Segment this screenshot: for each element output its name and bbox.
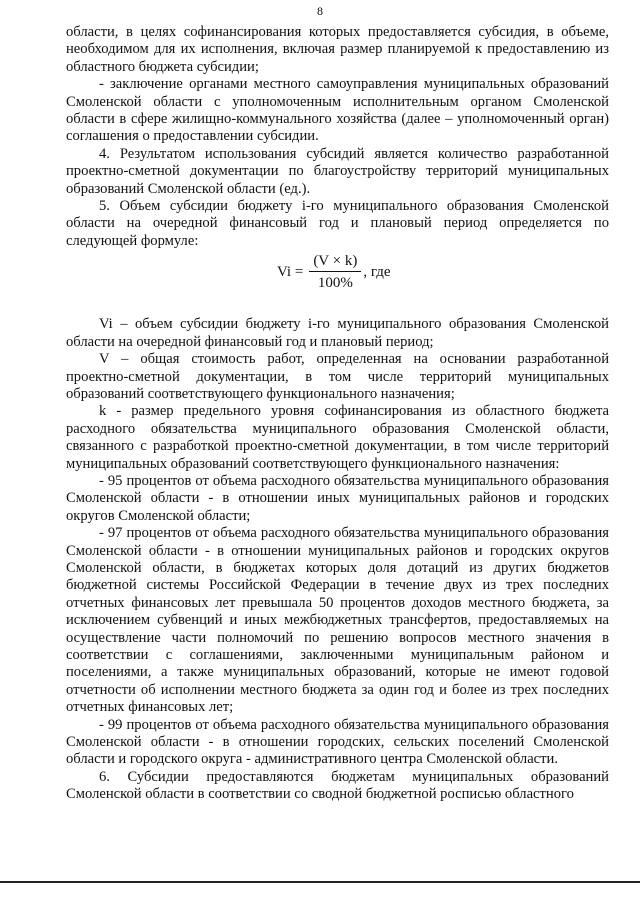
paragraphs-bottom: [66, 316, 609, 803]
paragraph: области, в целях софинансирования которых предоставляется субсидия, в объеме, необходимом для их исполнения, включая размер планируемой к предоставлению из областного бюджета субсидии;: [66, 24, 609, 75]
formula-fraction: [309, 252, 361, 292]
formula-numerator: (V × k): [313, 253, 358, 270]
paragraph: - 97 процентов от объема расходного обязательства муниципального образования Смоленской области - в отношении муниципальных районов и городских округов Смоленской области, в бюджетах которых доля дотаций из других бюджетов бюджетной системы Российской Федерации в течение двух из трех последних отчетных финансовых лет превышала 50 процентов доходов местного бюджета, за исключением субвенций и иных межбюджетных трансфертов, предоставляемых на осуществление части полномочий по решению вопросов местного значения в соответствии с соглашениями, заключенными муниципальным районом и поселениями, а также муниципальных образований, которые не имеют годовой отчетности об исполнении местного бюджета за один год и более из трех последних отчетных финансовых лет;: [66, 525, 609, 716]
paragraph: - заключение органами местного самоуправления муниципальных образований Смоленской области с уполномоченным исполнительным органом Смоленской области в сфере жилищно-коммунального хозяйства (далее – уполномоченный орган) соглашения о предоставлении субсидии.: [66, 76, 609, 145]
paragraphs-top: [66, 24, 609, 250]
paragraph: - 99 процентов от объема расходного обязательства муниципального образования Смоленской области - в отношении городских, сельских поселений Смоленской области и городского округа - административного центра Смоленской области.: [66, 716, 609, 768]
subsidy-formula: [277, 252, 391, 292]
paragraph: 6. Субсидии предоставляются бюджетам муниципальных образований Смоленской области в соответствии со сводной бюджетной росписью областного: [66, 768, 609, 803]
formula-lhs: Vi =: [277, 263, 304, 280]
page-number: 8: [317, 4, 323, 18]
paragraph: k - размер предельного уровня софинансирования из областного бюджета расходного обязательства муниципального образования Смоленской области, связанного с разработкой проектно-сметной документации, в том числе территорий муниципальных образований соответствующего функционального назначения:: [66, 403, 609, 472]
paragraph: Vi – объем субсидии бюджету i-го муниципального образования Смоленской области на очередной финансовый год и плановый период;: [66, 316, 609, 350]
paragraph: V – общая стоимость работ, определенная на основании разработанной проектно-сметной документации, в том числе территорий муниципальных образований соответствующего функционального назначения;: [66, 351, 609, 402]
paragraph: 4. Результатом использования субсидий является количество разработанной проектно-сметной документации по благоустройству территорий муниципальных образований Смоленской области (ед.).: [66, 145, 609, 197]
formula-block: [66, 252, 609, 304]
formula-suffix: , где: [363, 263, 391, 280]
paragraph: - 95 процентов от объема расходного обязательства муниципального образования Смоленской области - в отношении иных муниципальных районов и городских округов Смоленской области;: [66, 472, 609, 524]
formula-denominator: 100%: [317, 275, 353, 292]
bottom-rule: [0, 881, 640, 883]
paragraph: 5. Объем субсидии бюджету i-го муниципального образования Смоленской области на очередной финансовый год и плановый период определяется по следующей формуле:: [66, 198, 609, 249]
document-body: [66, 24, 609, 804]
